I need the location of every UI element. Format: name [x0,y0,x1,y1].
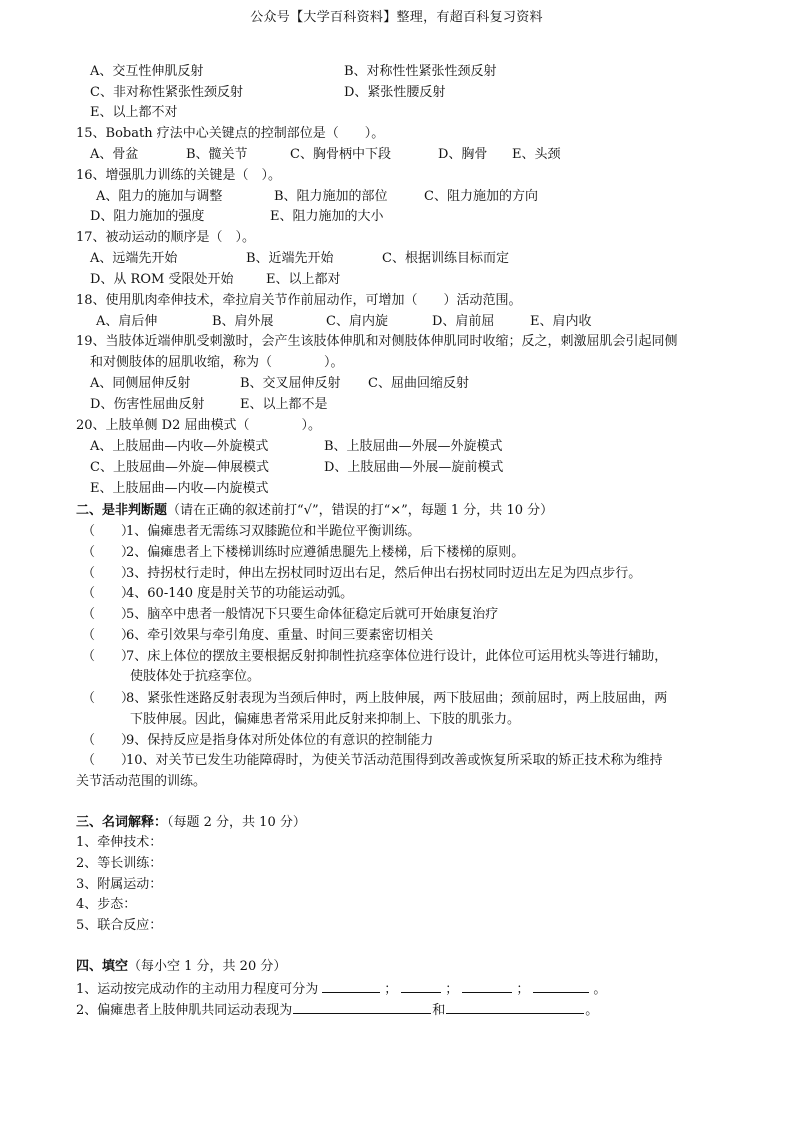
judge-item-7 [82,648,667,666]
fill-blank[interactable] [533,979,589,993]
q20-option-e: E、上肢屈曲—内收—内旋模式 [90,481,269,496]
q18-option-c: C、肩内旋 [326,314,388,329]
answer-paren[interactable]: （ ） [82,628,135,643]
q14-option-a: A、交互性伸肌反射 [90,64,204,79]
judge-item-1 [82,523,420,541]
q15-option-a: A、骨盆 [90,147,139,162]
fill-blank[interactable] [446,1000,584,1014]
judge-item-text: 5、脑卒中患者一般情况下只要生命体征稳定后就可开始康复治疗 [126,607,499,622]
judge-item-text: 1、偏瘫患者无需练习双膝跪位和半跪位平衡训练。 [126,524,421,539]
q19-option-e: E、以上都不是 [240,397,328,412]
judge-item-5 [82,606,498,624]
section2-title: 二、是非判断题 [76,503,168,518]
judge-item-8-continued: 下肢伸展。因此，偏瘫患者常采用此反射来抑制上、下肢的肌张力。 [130,712,521,727]
judge-item-text: 3、持拐杖行走时，伸出左拐杖同时迈出右足，然后伸出右拐杖同时迈出左足为四点步行。 [126,566,642,581]
answer-paren[interactable]: （ ） [82,691,135,706]
term-item-3: 3、附属运动： [76,877,163,892]
q19-option-d: D、伤害性屈曲反射 [90,397,205,412]
q19-stem-line2: 和对侧肢体的屈肌收缩，称为（ ）。 [90,355,344,370]
fill-separator: ； [516,982,530,997]
fill-item-1 [76,979,606,999]
q17-option-a: A、远端先开始 [90,251,178,266]
fill-and: 和 [432,1003,446,1018]
q19-option-a: A、同侧屈伸反射 [90,376,191,391]
page-header: 公众号【大学百科资料】整理，有超百科复习资料 [250,10,543,25]
section2-heading [76,502,553,520]
q20-stem: 20、上肢单侧 D2 屈曲模式（ ）。 [76,418,322,433]
fill-item-1-text: 1、运动按完成动作的主动用力程度可分为 [76,982,319,997]
q18-option-b: B、肩外展 [212,314,274,329]
judge-item-text: 2、偏瘫患者上下楼梯训练时应遵循患腿先上楼梯，后下楼梯的原则。 [126,545,525,560]
q20-option-d: D、上肢屈曲—外展—旋前模式 [324,460,504,475]
q14-option-b: B、对称性性紧张性颈反射 [344,64,497,79]
answer-paren[interactable]: （ ） [82,586,135,601]
fill-separator: ； [384,982,398,997]
fill-end: 。 [593,982,607,997]
judge-item-3 [82,565,641,583]
fill-item-2-text: 2、偏瘫患者上肢伸肌共同运动表现为 [76,1003,293,1018]
section4-title: 四、填空 [76,959,129,974]
answer-paren[interactable]: （ ） [82,753,135,768]
answer-paren[interactable]: （ ） [82,649,135,664]
judge-item-9 [82,732,433,750]
q15-option-e: E、头颈 [512,147,561,162]
q16-option-a: A、阻力的施加与调整 [96,189,223,204]
judge-item-4 [82,585,353,603]
judge-item-2 [82,544,524,562]
q17-option-c: C、根据训练目标而定 [382,251,509,266]
q19-option-b: B、交叉屈伸反射 [240,376,341,391]
section4-note: （每小空 1 分，共 20 分） [128,959,287,974]
judge-item-text: 6、牵引效果与牵引角度、重量、时间三要素密切相关 [126,628,434,643]
q19-option-c: C、屈曲回缩反射 [368,376,469,391]
fill-separator: ； [445,982,459,997]
term-item-1: 1、牵伸技术： [76,835,163,850]
q17-option-d: D、从 ROM 受限处开始 [90,272,234,287]
answer-paren[interactable]: （ ） [82,607,135,622]
q14-option-d: D、紧张性腰反射 [344,85,446,100]
q20-option-b: B、上肢屈曲—外展—外旋模式 [324,439,503,454]
q18-stem: 18、使用肌肉牵伸技术，牵拉肩关节作前屈动作，可增加（ ）活动范围。 [76,293,522,308]
q18-option-d: D、肩前屈 [432,314,495,329]
fill-blank[interactable] [293,1000,431,1014]
q18-option-e: E、肩内收 [530,314,592,329]
judge-item-text: 10、对关节已发生功能障碍时，为使关节活动范围得到改善或恢复所采取的矫正技术称为维持 [126,753,663,768]
fill-blank[interactable] [401,979,441,993]
answer-paren[interactable]: （ ） [82,566,135,581]
answer-paren[interactable]: （ ） [82,524,135,539]
q18-option-a: A、肩后伸 [96,314,158,329]
section2-note: （请在正确的叙述前打“√”，错误的打“×”，每题 1 分，共 10 分） [167,503,554,518]
q16-stem: 16、增强肌力训练的关键是（ ）。 [76,168,282,183]
answer-paren[interactable]: （ ） [82,733,135,748]
fill-item-2 [76,1000,598,1020]
q15-option-b: B、髋关节 [186,147,248,162]
term-item-4: 4、步态： [76,897,137,912]
q16-option-c: C、阻力施加的方向 [424,189,538,204]
judge-item-text: 7、床上体位的摆放主要根据反射抑制性抗痉挛体位进行设计，此体位可运用枕头等进行辅助， [126,649,668,664]
q14-option-c: C、非对称性紧张性颈反射 [90,85,243,100]
q14-option-e: E、以上都不对 [90,105,178,120]
section3-title: 三、名词解释： [76,815,168,830]
fill-blank[interactable] [322,979,380,993]
judge-item-8 [82,690,667,708]
judge-item-text: 4、60-140 度是肘关节的功能运动弧。 [126,586,354,601]
fill-blank[interactable] [462,979,512,993]
q16-option-d: D、阻力施加的强度 [90,209,205,224]
term-item-2: 2、等长训练： [76,856,163,871]
judge-item-text: 9、保持反应是指身体对所处体位的有意识的控制能力 [126,733,434,748]
q17-option-b: B、近端先开始 [246,251,334,266]
judge-item-10-continued: 关节活动范围的训练。 [76,774,207,789]
q20-option-c: C、上肢屈曲—外旋—伸展模式 [90,460,269,475]
q20-option-a: A、上肢屈曲—内收—外旋模式 [90,439,269,454]
q15-stem: 15、Bobath 疗法中心关键点的控制部位是（ ）。 [76,126,385,141]
section3-heading [76,814,306,832]
q15-option-d: D、胸骨 [438,147,488,162]
q19-stem-line1: 19、当肢体近端伸肌受刺激时，会产生该肢体伸肌和对侧肢体伸肌同时收缩；反之，刺激屈肌会引起同侧 [76,334,678,349]
judge-item-7-continued: 使肢体处于抗痉挛位。 [130,669,261,684]
q16-option-b: B、阻力施加的部位 [274,189,388,204]
answer-paren[interactable]: （ ） [82,545,135,560]
section3-note: （每题 2 分，共 10 分） [167,815,306,830]
term-item-5: 5、联合反应： [76,918,163,933]
q16-option-e: E、阻力施加的大小 [270,209,384,224]
fill-end: 。 [585,1003,599,1018]
q17-stem: 17、被动运动的顺序是（ ）。 [76,230,256,245]
q17-option-e: E、以上都对 [266,272,341,287]
judge-item-text: 8、紧张性迷路反射表现为当颈后伸时，两上肢伸展，两下肢屈曲；颈前屈时，两上肢屈曲，两 [126,691,668,706]
judge-item-10 [82,752,663,770]
q15-option-c: C、胸骨柄中下段 [290,147,391,162]
section4-heading [76,958,286,976]
judge-item-6 [82,627,433,645]
